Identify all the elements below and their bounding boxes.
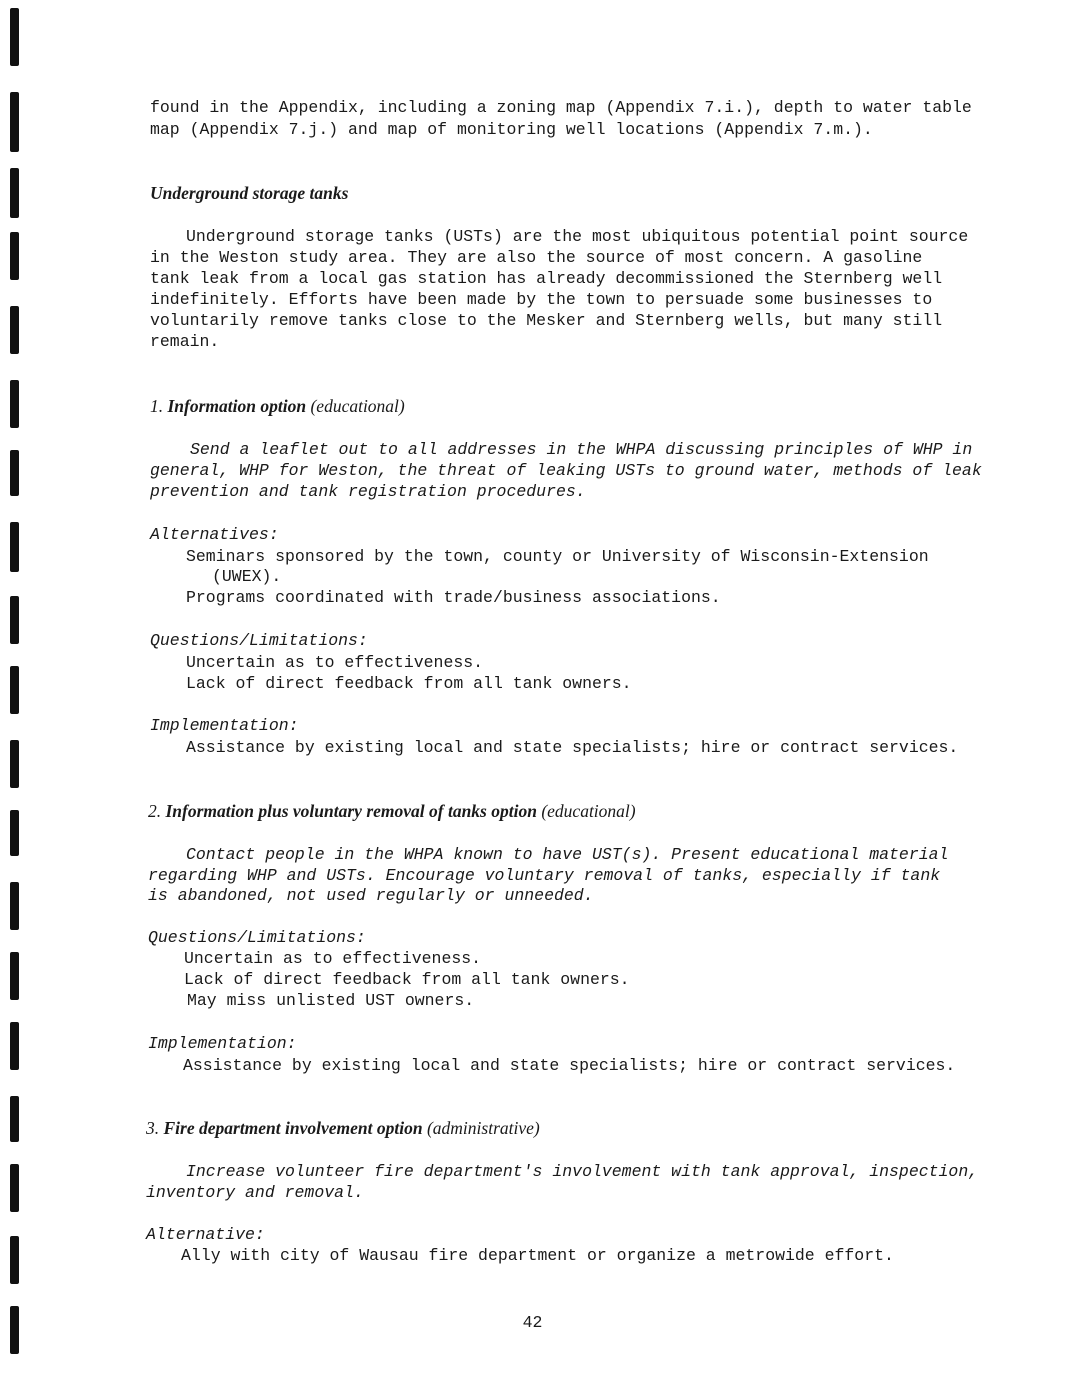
- binder-mark: [10, 1096, 19, 1142]
- binder-mark: [10, 306, 19, 354]
- option-title: Information plus voluntary removal of tanks option: [165, 801, 537, 821]
- option-heading: [146, 1117, 540, 1139]
- option-category: (educational): [541, 801, 636, 821]
- section-body-line: tank leak from a local gas station has already decommissioned the Sternberg well: [150, 269, 943, 288]
- binder-mark: [10, 232, 19, 280]
- binder-mark: [10, 952, 19, 1000]
- option-number: 1.: [150, 396, 164, 416]
- binder-mark: [10, 882, 19, 930]
- question-item: May miss unlisted UST owners.: [187, 991, 475, 1010]
- implementation-item: Assistance by existing local and state specialists; hire or contract services.: [183, 1056, 956, 1075]
- option-description-line: inventory and removal.: [146, 1183, 364, 1202]
- binder-mark: [10, 666, 19, 714]
- binder-mark: [10, 1022, 19, 1070]
- option-description-line: Contact people in the WHPA known to have UST(s). Present educational material: [186, 845, 949, 864]
- binder-mark: [10, 810, 19, 856]
- option-description-line: Send a leaflet out to all addresses in the WHPA discussing principles of WHP in: [190, 440, 973, 459]
- option-description-line: general, WHP for Weston, the threat of leaking USTs to ground water, methods of leak: [150, 461, 982, 480]
- question-item: Uncertain as to effectiveness.: [186, 653, 484, 672]
- implementation-item: Assistance by existing local and state specialists; hire or contract services.: [186, 738, 959, 757]
- option-description-line: regarding WHP and USTs. Encourage voluntary removal of tanks, especially if tank: [148, 866, 941, 885]
- alternative-item: Ally with city of Wausau fire department or organize a metrowide effort.: [181, 1246, 894, 1265]
- intro-line: map (Appendix 7.j.) and map of monitoring well locations (Appendix 7.m.).: [150, 120, 873, 139]
- binder-mark: [10, 92, 19, 152]
- question-item: Lack of direct feedback from all tank owners.: [186, 674, 632, 693]
- option-title: Fire department involvement option: [163, 1118, 423, 1138]
- binder-mark: [10, 522, 19, 572]
- binder-mark: [10, 8, 19, 66]
- questions-label: Questions/Limitations:: [148, 928, 366, 947]
- option-description-line: prevention and tank registration procedures.: [150, 482, 586, 501]
- binder-mark: [10, 450, 19, 496]
- binder-mark: [10, 740, 19, 788]
- alternative-item: Seminars sponsored by the town, county or University of Wisconsin-Extension: [186, 547, 929, 566]
- section-body-line: remain.: [150, 332, 220, 351]
- binder-mark: [10, 1164, 19, 1212]
- alternative-label: Alternative:: [146, 1225, 265, 1244]
- option-description-line: is abandoned, not used regularly or unneeded.: [148, 886, 594, 905]
- option-title: Information option: [167, 396, 307, 416]
- section-heading: Underground storage tanks: [150, 183, 349, 203]
- question-item: Uncertain as to effectiveness.: [184, 949, 482, 968]
- option-number: 2.: [148, 801, 162, 821]
- alternative-item: (UWEX).: [212, 567, 282, 586]
- implementation-label: Implementation:: [148, 1034, 297, 1053]
- option-heading: [150, 395, 405, 417]
- alternatives-label: Alternatives:: [150, 525, 279, 544]
- option-category: (educational): [310, 396, 405, 416]
- option-heading: [148, 800, 636, 822]
- section-body-line: voluntarily remove tanks close to the Mesker and Sternberg wells, but many still: [150, 311, 943, 330]
- binder-mark: [10, 596, 19, 644]
- section-body-line: indefinitely. Efforts have been made by the town to persuade some businesses to: [150, 290, 933, 309]
- binder-mark: [10, 168, 19, 218]
- section-body-line: Underground storage tanks (USTs) are the most ubiquitous potential point source: [186, 227, 969, 246]
- questions-label: Questions/Limitations:: [150, 631, 368, 650]
- alternative-item: Programs coordinated with trade/business associations.: [186, 588, 721, 607]
- binder-mark: [10, 1236, 19, 1284]
- page-number: 42: [522, 1313, 543, 1332]
- binder-mark: [10, 380, 19, 428]
- section-body-line: in the Weston study area. They are also the source of most concern. A gasoline: [150, 248, 923, 267]
- intro-line: found in the Appendix, including a zoning map (Appendix 7.i.), depth to water table: [150, 98, 972, 117]
- option-category: (administrative): [426, 1118, 540, 1138]
- option-number: 3.: [146, 1118, 160, 1138]
- option-description-line: Increase volunteer fire department's involvement with tank approval, inspection,: [186, 1162, 979, 1181]
- question-item: Lack of direct feedback from all tank owners.: [184, 970, 630, 989]
- implementation-label: Implementation:: [150, 716, 299, 735]
